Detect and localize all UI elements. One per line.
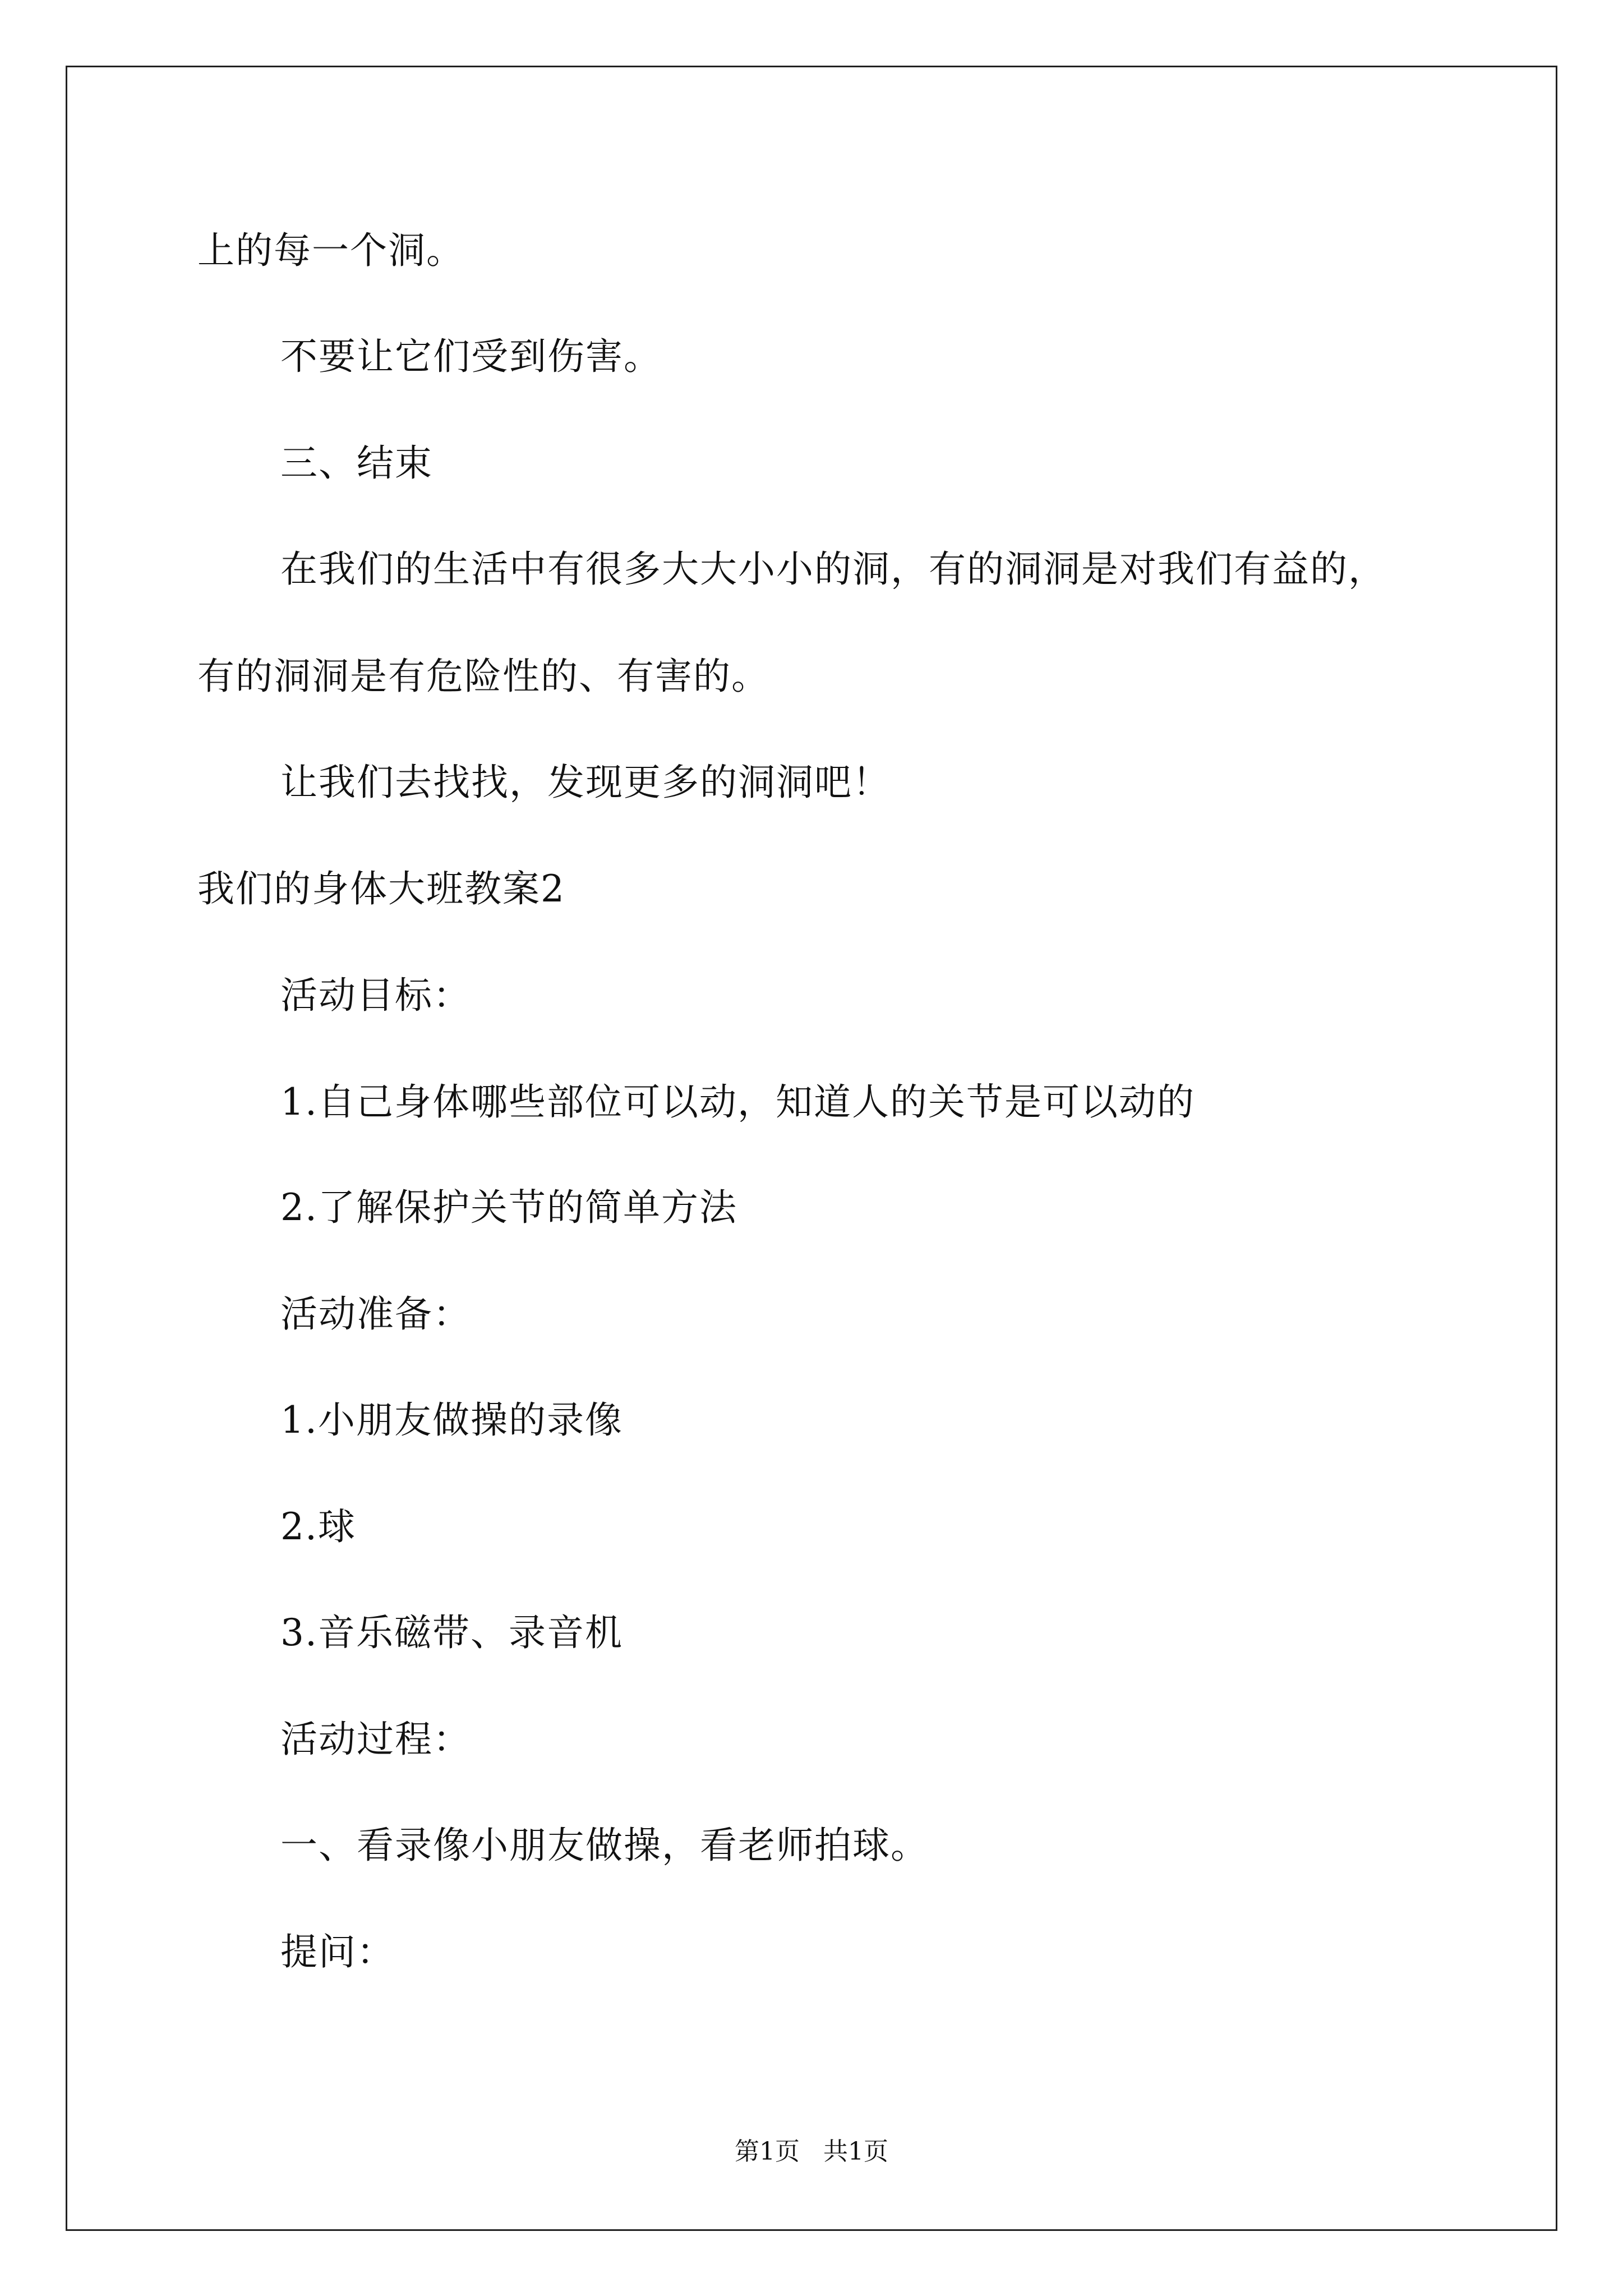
paragraph-line: 上的每一个洞。 (197, 229, 464, 272)
list-item: 1.自己身体哪些部位可以动，知道人的关节是可以动的 (280, 1080, 1195, 1124)
section-heading: 活动过程： (280, 1718, 471, 1761)
page-border (66, 66, 1557, 2231)
paragraph-line: 在我们的生活中有很多大大小小的洞，有的洞洞是对我们有益的， (280, 547, 1386, 591)
list-item: 3.音乐磁带、录音机 (280, 1611, 623, 1654)
list-item: 1.小朋友做操的录像 (280, 1398, 623, 1442)
paragraph-line: 让我们去找找，发现更多的洞洞吧！ (280, 761, 891, 804)
list-item: 2.了解保护关节的简单方法 (280, 1186, 737, 1229)
paragraph-line: 不要让它们受到伤害。 (280, 335, 662, 378)
paragraph-line: 一、看录像小朋友做操，看老师拍球。 (280, 1824, 929, 1867)
document-title: 我们的身体大班教案2 (197, 867, 565, 910)
paragraph-line: 有的洞洞是有危险性的、有害的。 (197, 655, 769, 698)
section-heading: 三、结束 (280, 441, 433, 485)
section-heading: 活动准备： (280, 1292, 471, 1336)
paragraph-line: 提问： (280, 1930, 395, 1973)
page-footer: 第1页 共1页 (735, 2137, 888, 2166)
section-heading: 活动目标： (280, 974, 471, 1017)
list-item: 2.球 (280, 1505, 356, 1548)
